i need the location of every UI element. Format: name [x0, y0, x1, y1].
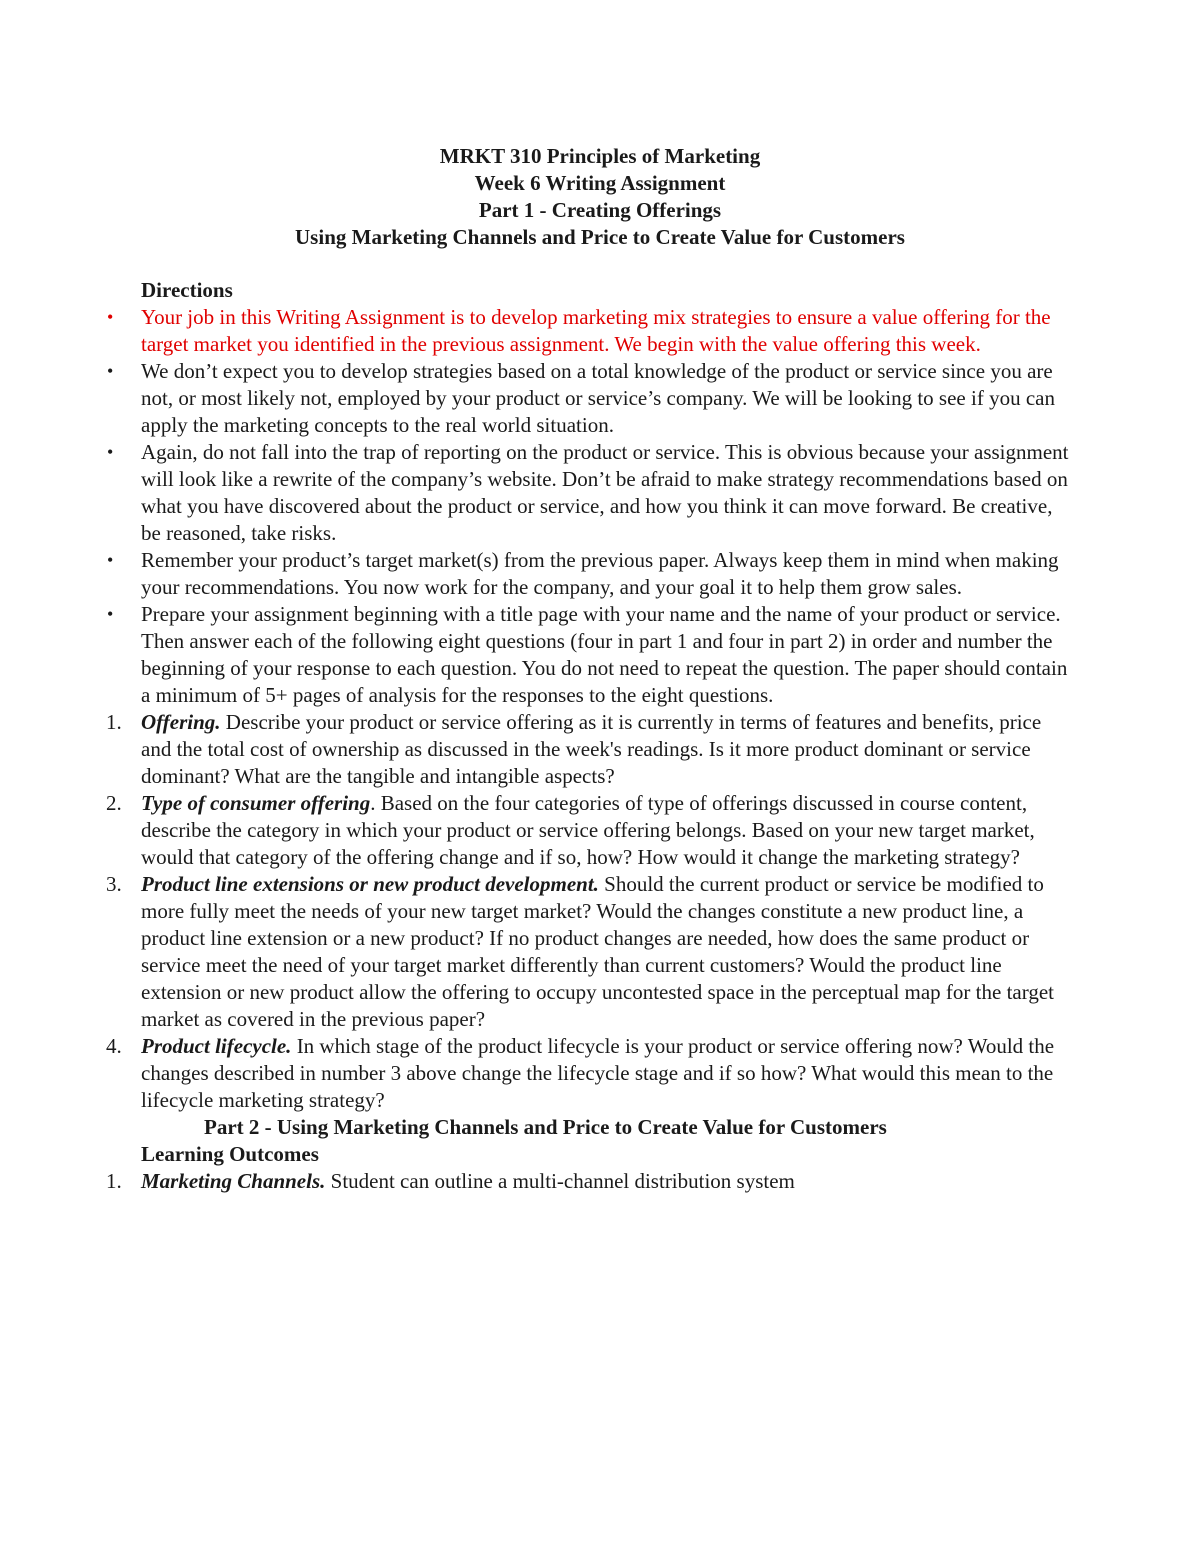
question-text: Should the current product or service be modified to more fully meet the needs of your new target market? Would the changes constitute a new product line, a product line extension or a new product? If no product changes are needed, how does the same product or service meet the need of your target market differently than current customers? Would the product line extension or new product allow the offering to occupy uncontested space in the perceptual map for the target market as covered in the previous paper? — [141, 872, 1054, 1031]
question-text: In which stage of the product lifecycle is your product or service offering now? Would the changes described in number 3 above change the lifecycle stage and if so how? What would this mean to the lifecycle marketing strategy? — [141, 1034, 1055, 1112]
question-text: . Based on the four categories of type of offerings discussed in course content, describe the category in which your product or service offering belongs. Based on your new target market, would that category of the offering change and if so, how? How would it change the marketing strategy? — [141, 791, 1035, 869]
part1-title: Part 1 - Creating Offerings — [478, 198, 722, 222]
outcome-1 — [106, 1168, 1071, 1195]
question-number: 4. — [106, 1034, 122, 1058]
question-number: 3. — [106, 872, 122, 896]
part2-title: Part 2 - Using Marketing Channels and Price to Create Value for Customers — [204, 1115, 887, 1139]
outcome-text: Student can outline a multi-channel distribution system — [325, 1169, 795, 1193]
question-term: Type of consumer offering — [141, 791, 371, 815]
question-term: Product line extensions or new product development. — [141, 872, 599, 896]
bullet-marker: • — [107, 307, 114, 327]
direction-bullet-3 — [107, 439, 1071, 547]
direction-text: Again, do not fall into the trap of reporting on the product or service. This is obvious because your assignment will look like a rewrite of the company’s website. Don’t be afraid to make strategy recommendations based on what you have discovered about the product or service, and how you think it can move forward. Be creative, be reasoned, take risks. — [141, 440, 1069, 545]
direction-text: Your job in this Writing Assignment is to develop marketing mix strategies to ensure a value offering for the target market you identified in the previous assignment. We begin with the value offering this week. — [141, 305, 1051, 356]
bullet-marker: • — [107, 442, 114, 462]
document-body — [106, 277, 1071, 1195]
question-text: Describe your product or service offering as it is currently in terms of features and benefits, price and the total cost of ownership as discussed in the week's readings. Is it more product dominant or service dominant? What are the tangible and intangible aspects? — [141, 710, 1042, 788]
direction-text: Prepare your assignment beginning with a title page with your name and the name of your product or service. Then answer each of the following eight questions (four in part 1 and four in part 2) in order and number the beginning of your response to each question. You do not need to repeat the question. The paper should contain a minimum of 5+ pages of analysis for the responses to the eight questions. — [141, 602, 1068, 707]
document-header — [0, 143, 1200, 251]
outcome-term: Marketing Channels. — [141, 1169, 326, 1193]
bullet-marker: • — [107, 604, 114, 624]
bullet-marker: • — [107, 550, 114, 570]
direction-bullet-1 — [107, 304, 1071, 358]
question-1 — [106, 709, 1071, 790]
direction-bullet-2 — [107, 358, 1071, 439]
outcome-number: 1. — [106, 1169, 122, 1193]
bullet-marker: • — [107, 361, 114, 381]
assignment-title: Week 6 Writing Assignment — [474, 171, 726, 195]
question-2 — [106, 790, 1071, 871]
learning-outcomes-heading: Learning Outcomes — [141, 1142, 319, 1166]
question-number: 2. — [106, 791, 122, 815]
question-term: Product lifecycle. — [141, 1034, 292, 1058]
document-subtitle: Using Marketing Channels and Price to Create Value for Customers — [295, 225, 905, 249]
direction-text: We don’t expect you to develop strategies based on a total knowledge of the product or service since you are not, or most likely not, employed by your product or service’s company. We will be looking to see if you can apply the marketing concepts to the real world situation. — [141, 359, 1055, 437]
question-number: 1. — [106, 710, 122, 734]
direction-bullet-4 — [107, 547, 1071, 601]
direction-bullet-5 — [107, 601, 1071, 709]
direction-text: Remember your product’s target market(s) from the previous paper. Always keep them in mind when making your recommendations. You now work for the company, and your goal it to help them grow sales. — [141, 548, 1059, 599]
directions-heading: Directions — [141, 278, 233, 302]
question-term: Offering. — [141, 710, 221, 734]
question-3 — [106, 871, 1071, 1033]
question-4 — [106, 1033, 1071, 1114]
course-title: MRKT 310 Principles of Marketing — [439, 144, 761, 168]
